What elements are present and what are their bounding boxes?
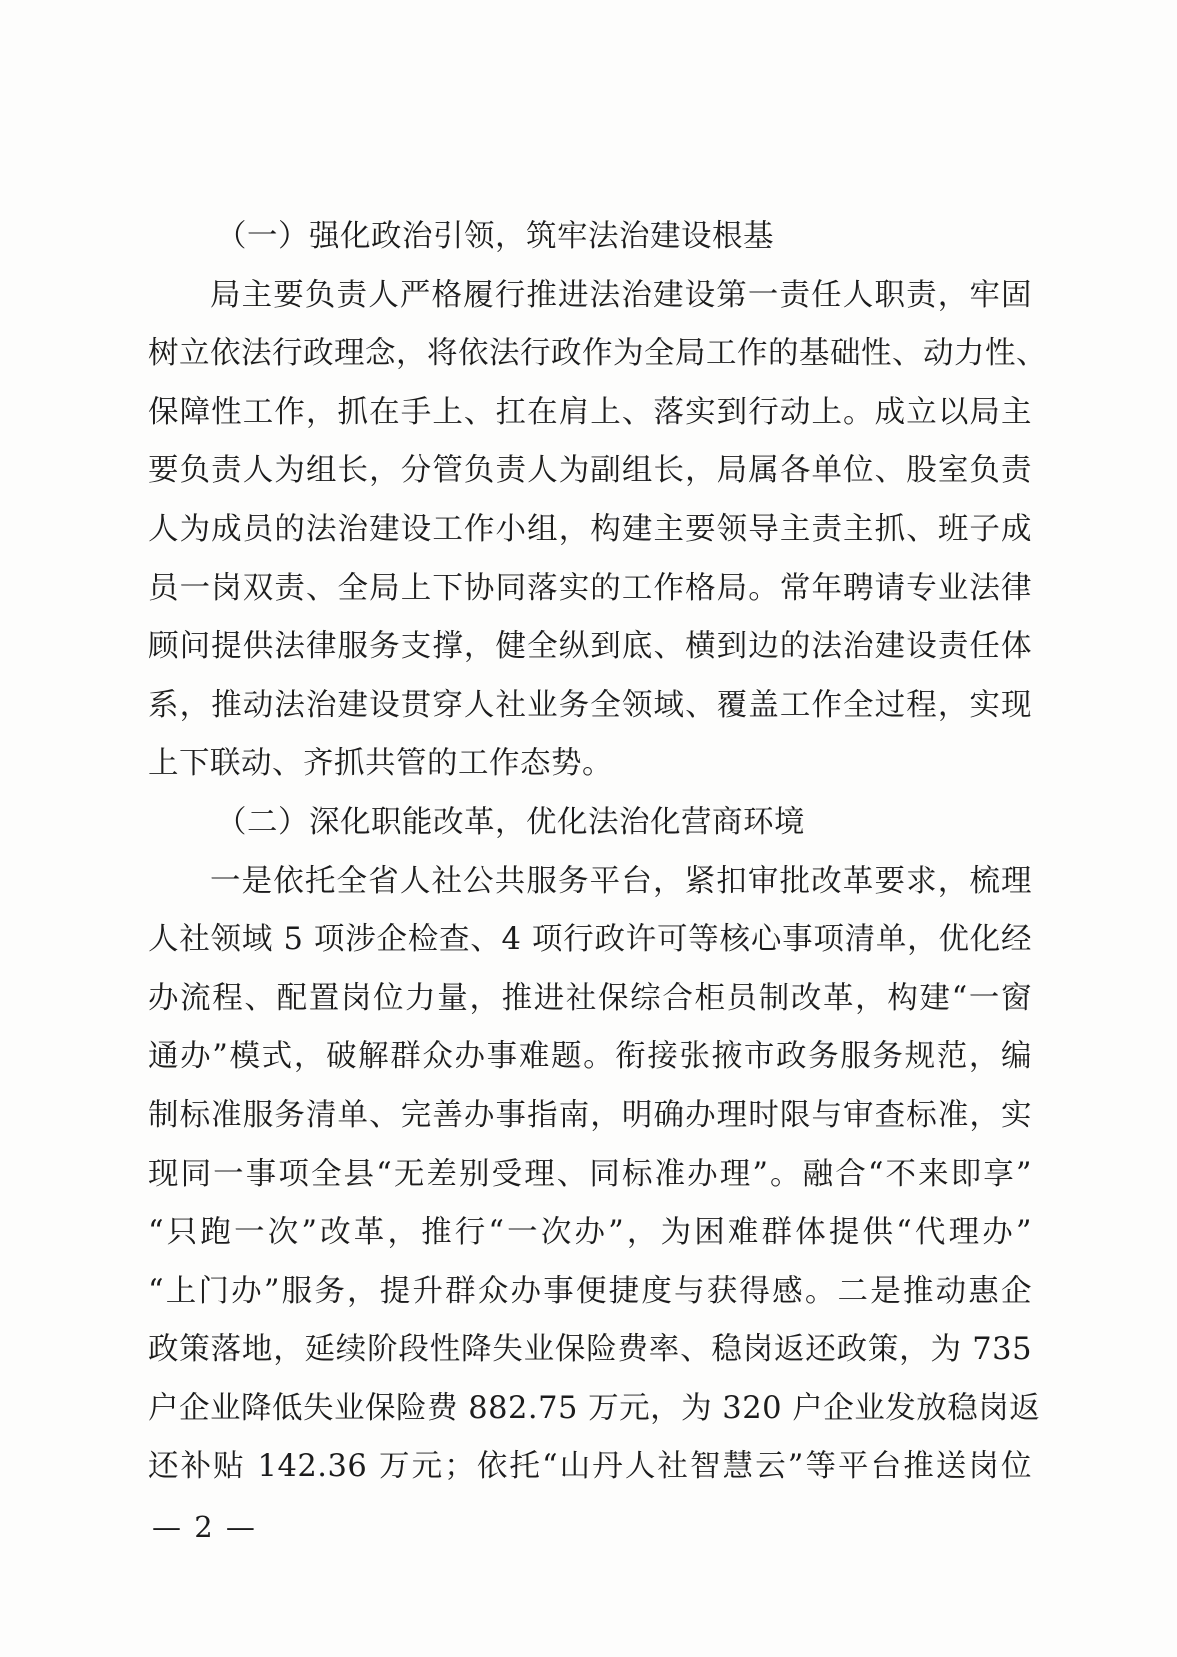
document-body (148, 208, 1047, 1497)
paragraph-line: 保障性工作，抓在手上、扛在肩上、落实到行动上。成立以局主 (148, 394, 1032, 430)
paragraph-line: 人为成员的法治建设工作小组，构建主要领导主责主抓、班子成 (148, 511, 1032, 547)
paragraph-line: 户企业降低失业保险费 882.75 万元，为 320 户企业发放稳岗返 (148, 1390, 1041, 1426)
paragraph-line: “只跑一次”改革，推行“一次办”，为困难群体提供“代理办” (148, 1215, 1032, 1251)
paragraph-line: 系，推动法治建设贯穿人社业务全领域、覆盖工作全过程，实现 (148, 687, 1032, 723)
page-number: — 2 — (152, 1510, 257, 1544)
paragraph-line: 还补贴 142.36 万元；依托“山丹人社智慧云”等平台推送岗位 (148, 1449, 1032, 1485)
paragraph-line: 制标准服务清单、完善办事指南，明确办理时限与审查标准，实 (148, 1097, 1032, 1133)
section-heading-1: （一）强化政治引领，筑牢法治建设根基 (216, 219, 774, 254)
paragraph-line: 人社领域 5 项涉企检查、4 项行政许可等核心事项清单，优化经 (148, 922, 1032, 958)
paragraph-line: 顾问提供法律服务支撑，健全纵到底、横到边的法治建设责任体 (148, 629, 1032, 665)
paragraph-line: 局主要负责人严格履行推进法治建设第一责任人职责，牢固 (210, 277, 1032, 313)
paragraph-line: “上门办”服务，提升群众办事便捷度与获得感。二是推动惠企 (148, 1273, 1032, 1309)
paragraph-line: 政策落地，延续阶段性降失业保险费率、稳岗返还政策，为 735 (148, 1332, 1032, 1368)
paragraph-line: 一是依托全省人社公共服务平台，紧扣审批改革要求，梳理 (210, 863, 1032, 899)
paragraph-line: 办流程、配置岗位力量，推进社保综合柜员制改革，构建“一窗 (148, 980, 1032, 1016)
paragraph-line: 树立依法行政理念，将依法行政作为全局工作的基础性、动力性、 (148, 336, 1047, 372)
paragraph-line: 员一岗双责、全局上下协同落实的工作格局。常年聘请专业法律 (148, 570, 1032, 606)
section-heading-2: （二）深化职能改革，优化法治化营商环境 (216, 804, 805, 840)
paragraph-line: 上下联动、齐抓共管的工作态势。 (148, 746, 613, 782)
paragraph-line: 要负责人为组长，分管负责人为副组长，局属各单位、股室负责 (148, 453, 1032, 489)
paragraph-line: 通办”模式，破解群众办事难题。衔接张掖市政务服务规范，编 (148, 1039, 1032, 1075)
paragraph-line: 现同一事项全县“无差别受理、同标准办理”。融合“不来即享” (148, 1156, 1032, 1192)
